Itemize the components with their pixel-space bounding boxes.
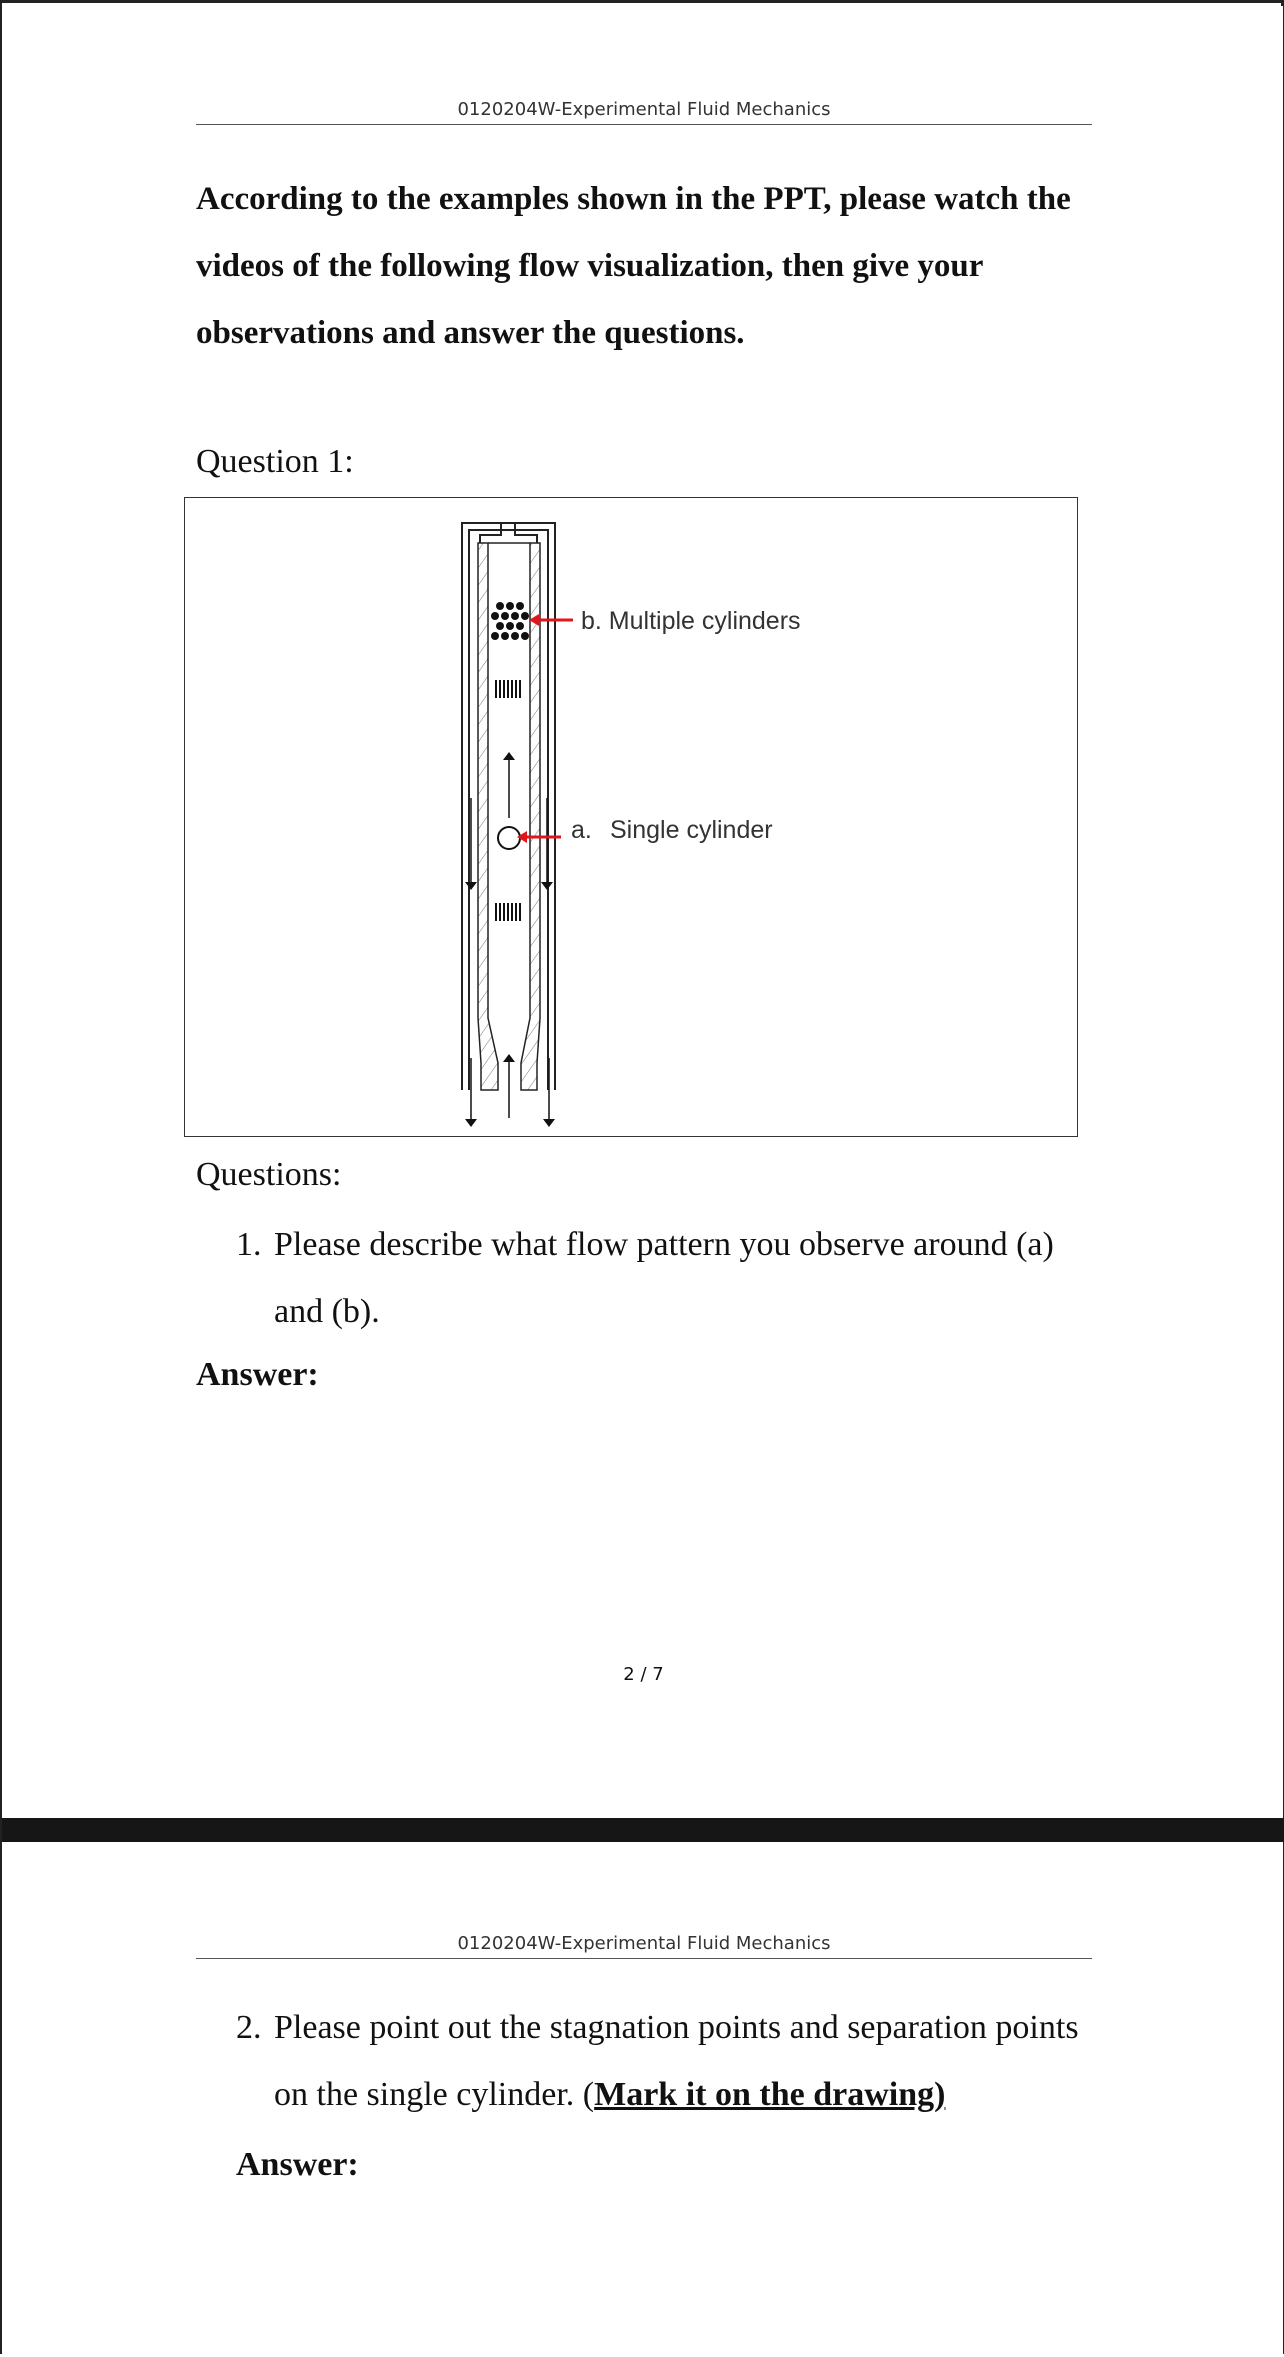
question-2-number: 2. — [236, 2009, 262, 2046]
page-2-of-7 — [4, 6, 1283, 1818]
page-separator — [2, 1818, 1284, 1842]
running-header: 0120204W-Experimental Fluid Mechanics — [196, 1933, 1092, 1959]
tank-top-cap — [480, 523, 537, 543]
question-2-text-main: Please point out the stagnation points and separation points on the single cylinder. ( — [274, 2009, 1079, 2113]
question-1-text: Please describe what flow pattern you observe around (a) and (b). — [274, 1226, 1054, 1330]
multiple-cylinders — [491, 602, 529, 640]
page-number: 2 / 7 — [623, 1664, 664, 1685]
flow-straightener-upper — [496, 680, 520, 698]
page-3-of-7 — [4, 1842, 1283, 2357]
label-single-cylinder: Single cylinder — [610, 816, 773, 844]
question-2-text — [236, 1994, 1096, 2128]
answer-label-q2: Answer: — [236, 2146, 359, 2183]
flow-tunnel-figure — [184, 497, 1078, 1137]
label-single-cylinder-letter: a. — [571, 816, 592, 844]
running-header: 0120204W-Experimental Fluid Mechanics — [196, 99, 1092, 125]
flow-straightener-lower — [496, 903, 520, 921]
left-divider-wall — [478, 543, 498, 1090]
single-cylinder — [498, 827, 520, 849]
answer-label-q1: Answer: — [196, 1356, 319, 1393]
question-1-number: 1. — [236, 1226, 262, 1263]
instructions-paragraph: According to the examples shown in the PPT, please watch the videos of the following flow visualization, then give your observations and answer the questions. — [196, 181, 1071, 351]
label-multiple-cylinders: b. Multiple cylinders — [581, 607, 801, 635]
question-1-item — [236, 1211, 1096, 1345]
question-1-title: Question 1: — [196, 443, 354, 480]
question-2-item — [236, 1994, 1096, 2128]
questions-heading: Questions: — [196, 1156, 342, 1193]
flow-tunnel-diagram — [185, 498, 1079, 1138]
question-2-emphasis: Mark it on the drawing) — [594, 2076, 946, 2113]
